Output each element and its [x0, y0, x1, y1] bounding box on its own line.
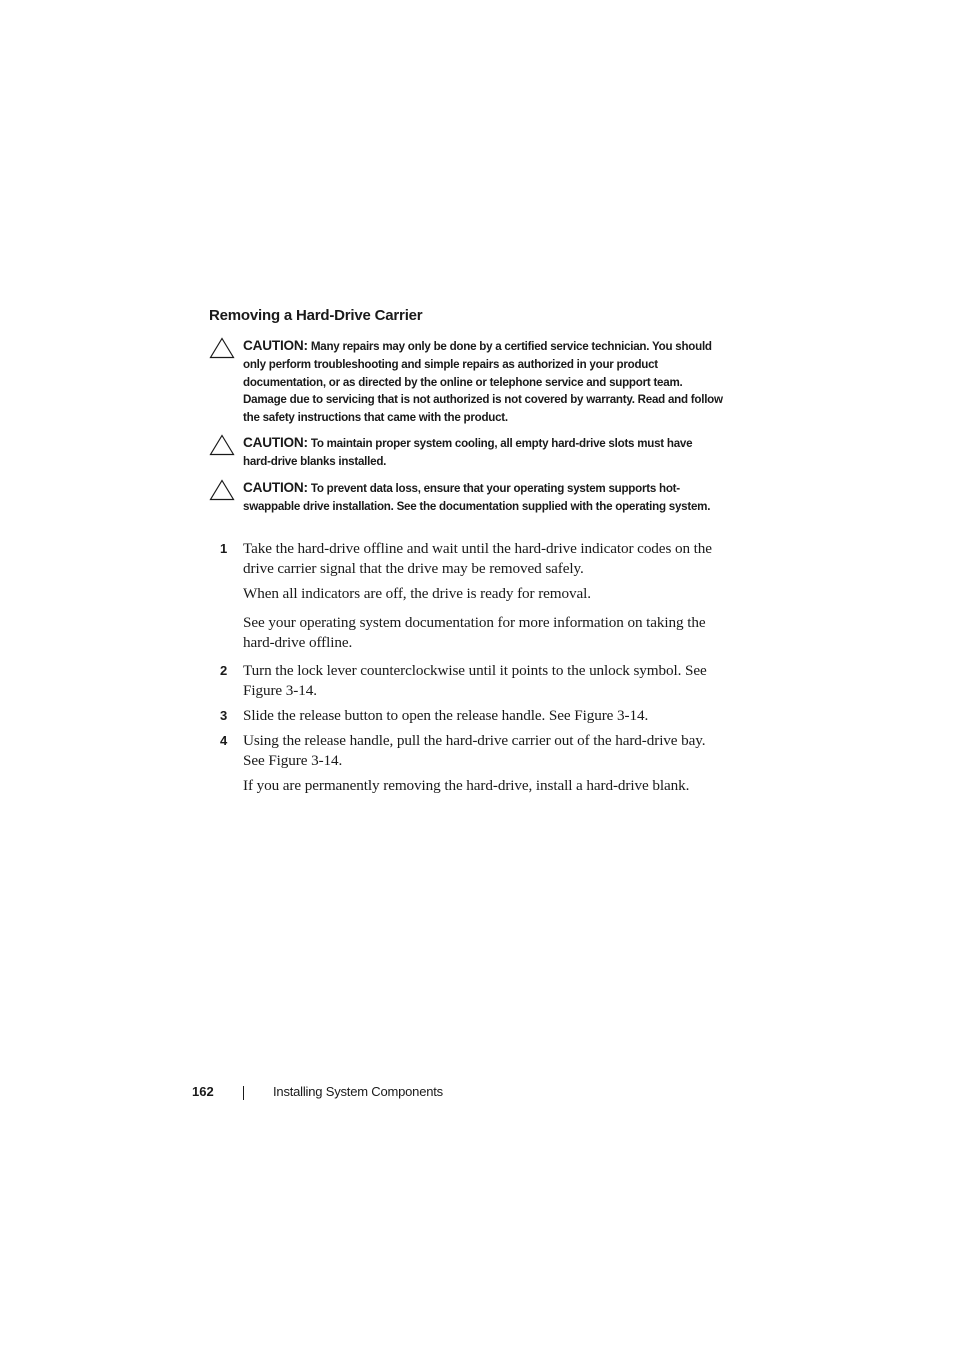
caution-notice: [243, 479, 723, 516]
step-text: Take the hard-drive offline and wait until the hard-drive indicator codes on the drive carrier signal that the drive may be removed safely.: [243, 540, 712, 577]
step-note: If you are permanently removing the hard-drive, install a hard-drive blank.: [243, 777, 690, 794]
caution-text: To prevent data loss, ensure that your operating system supports hot-swappable drive installation. See the documentation supplied with the operating system.: [243, 482, 711, 513]
step-text: Using the release handle, pull the hard-drive carrier out of the hard-drive bay. See Figure 3-14.: [243, 732, 706, 769]
step-number: 3: [220, 708, 228, 723]
step-note: When all indicators are off, the drive is ready for removal.: [243, 585, 591, 602]
caution-notice: [243, 434, 723, 471]
step-number: 2: [220, 663, 228, 678]
step-note: See your operating system documentation for more information on taking the hard-drive offline.: [243, 614, 706, 651]
caution-triangle-icon: [209, 479, 235, 501]
chapter-title: Installing System Components: [273, 1084, 443, 1099]
step-number: 1: [220, 541, 228, 556]
page-number: 162: [192, 1084, 214, 1099]
caution-text: Many repairs may only be done by a certified service technician. You should only perform troubleshooting and simple repairs as authorized in your product documentation, or as directed by the online or telephone service and support team. Damage due to servicing that is not authorized is not covered by warranty. Read and follow the safety instructions that came with the product.: [243, 340, 723, 425]
caution-triangle-icon: [209, 337, 235, 359]
caution-triangle-icon: [209, 434, 235, 456]
step-text: Turn the lock lever counterclockwise until it points to the unlock symbol. See Figure 3-14.: [243, 662, 707, 699]
caution-text: To maintain proper system cooling, all empty hard-drive slots must have hard-drive blanks installed.: [243, 437, 693, 468]
caution-label: CAUTION:: [243, 480, 308, 495]
caution-label: CAUTION:: [243, 435, 308, 450]
step-text: Slide the release button to open the release handle. See Figure 3-14.: [243, 707, 649, 724]
caution-label: CAUTION:: [243, 338, 308, 353]
footer-divider: [243, 1086, 244, 1100]
caution-notice: [243, 337, 723, 427]
section-title: Removing a Hard-Drive Carrier: [209, 307, 423, 324]
step-number: 4: [220, 733, 228, 748]
